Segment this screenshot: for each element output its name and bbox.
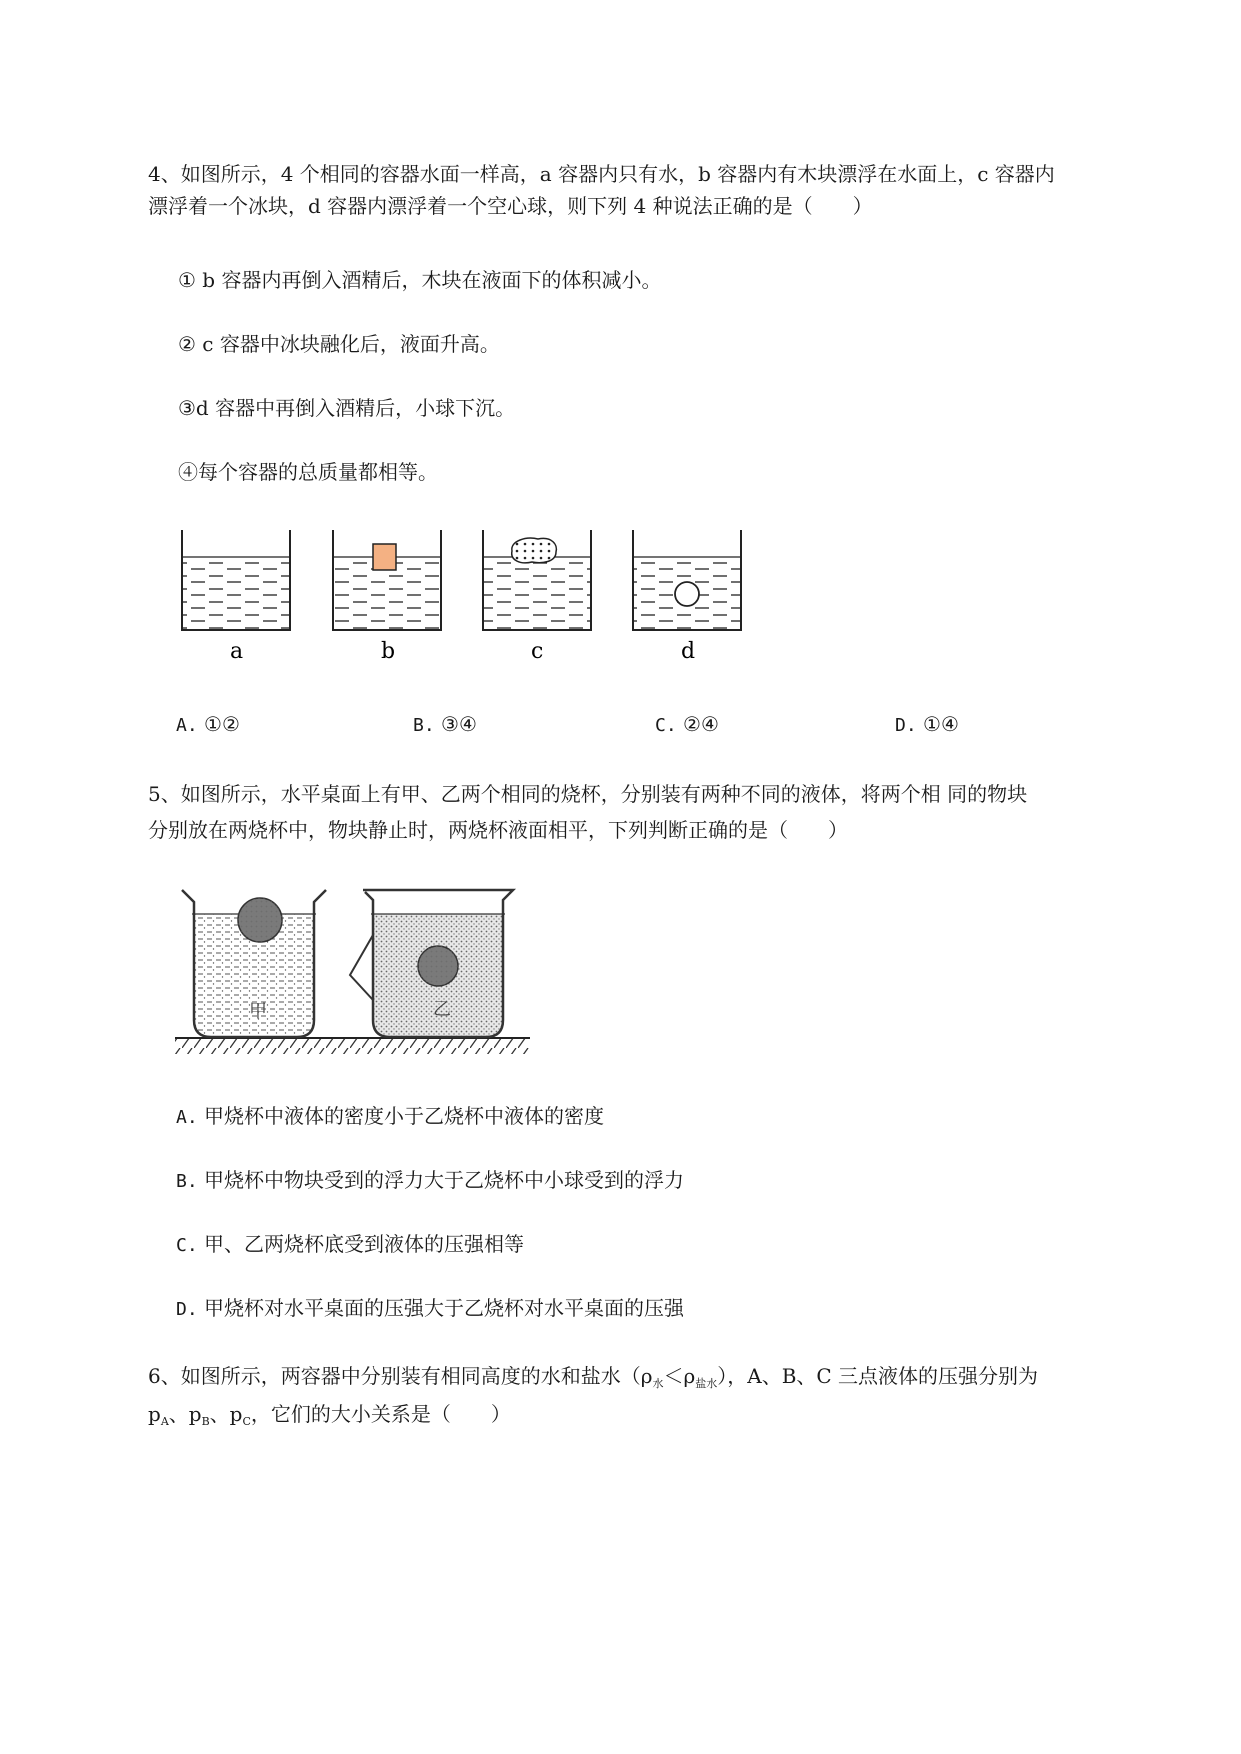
q5-stem-line1: 5、如图所示，水平桌面上有甲、乙两个相同的烧杯，分别装有两种不同的液体，将两个相 同的物块 bbox=[148, 782, 1028, 806]
pressure-symbol: p bbox=[148, 1402, 161, 1426]
option-text: ③④ bbox=[441, 712, 477, 736]
q6-stem-part: ），A、B、C 三点液体的压强分别为 bbox=[717, 1364, 1039, 1388]
q5-stem-line2: 分别放在两烧杯中，物块静止时，两烧杯液面相平，下列判断正确的是（ ） bbox=[148, 818, 848, 842]
q4-statement-1: ① b 容器内再倒入酒精后，木块在液面下的体积减小。 bbox=[178, 268, 662, 292]
option-text: 甲烧杯对水平桌面的压强大于乙烧杯对水平桌面的压强 bbox=[204, 1296, 685, 1320]
q6-stem-line1 bbox=[148, 1360, 1038, 1391]
pressure-subscript-a: A bbox=[160, 1415, 169, 1428]
q4-statement-3: ③d 容器中再倒入酒精后，小球下沉。 bbox=[178, 396, 516, 420]
q4-option-a[interactable] bbox=[176, 712, 240, 736]
label-a: a bbox=[230, 639, 244, 664]
option-letter: C. bbox=[176, 1235, 198, 1256]
q6-stem-line2 bbox=[148, 1398, 511, 1428]
container-d bbox=[633, 530, 741, 630]
label-yi: 乙 bbox=[433, 999, 451, 1020]
option-letter: B. bbox=[413, 715, 435, 736]
pressure-subscript-b: B bbox=[201, 1415, 210, 1428]
q4-containers-figure bbox=[170, 520, 760, 670]
q4-stem-line1: 4、如图所示，4 个相同的容器水面一样高，a 容器内只有水，b 容器内有木块漂浮在水面上，c 容器内 bbox=[148, 162, 1055, 186]
container-c bbox=[483, 530, 591, 630]
option-letter: A. bbox=[176, 715, 198, 736]
rho-water-subscript: 水 bbox=[652, 1377, 664, 1390]
container-b bbox=[333, 530, 441, 630]
q4-stem-line2: 漂浮着一个冰块，d 容器内漂浮着一个空心球，则下列 4 种说法正确的是（ ） bbox=[148, 194, 873, 218]
option-letter: A. bbox=[176, 1107, 198, 1128]
q4-statement-2: ② c 容器中冰块融化后，液面升高。 bbox=[178, 332, 500, 356]
pressure-subscript-c: C bbox=[242, 1415, 251, 1428]
q4-statement-4: ④每个容器的总质量都相等。 bbox=[178, 460, 438, 484]
option-letter: C. bbox=[655, 715, 677, 736]
label-jia: 甲 bbox=[249, 1001, 267, 1022]
pressure-symbol: p bbox=[188, 1402, 202, 1426]
table-surface-hatch bbox=[175, 1038, 530, 1054]
q4-option-d[interactable] bbox=[895, 712, 959, 736]
option-text: 甲、乙两烧杯底受到液体的压强相等 bbox=[204, 1232, 525, 1256]
rho-saltwater-subscript: 盐水 bbox=[695, 1377, 718, 1390]
q5-option-c[interactable] bbox=[176, 1228, 524, 1257]
wood-block bbox=[373, 544, 396, 570]
container-a bbox=[182, 530, 290, 630]
beaker-yi bbox=[350, 890, 513, 1037]
option-text: 甲烧杯中液体的密度小于乙烧杯中液体的密度 bbox=[204, 1104, 605, 1128]
separator: 、 bbox=[209, 1402, 230, 1426]
option-letter: D. bbox=[895, 715, 917, 736]
q5-option-b[interactable] bbox=[176, 1164, 684, 1193]
q5-beakers-figure bbox=[170, 880, 540, 1060]
option-text: 甲烧杯中物块受到的浮力大于乙烧杯中小球受到的浮力 bbox=[204, 1168, 685, 1192]
option-letter: D. bbox=[176, 1299, 198, 1320]
option-letter: B. bbox=[176, 1171, 198, 1192]
q6-stem-part: 6、如图所示，两容器中分别装有相同高度的水和盐水（ρ bbox=[148, 1364, 653, 1388]
label-d: d bbox=[681, 639, 696, 664]
q5-option-d[interactable] bbox=[176, 1292, 684, 1321]
pressure-symbol: p bbox=[229, 1402, 243, 1426]
q5-option-a[interactable] bbox=[176, 1100, 604, 1129]
q4-option-c[interactable] bbox=[655, 712, 719, 736]
option-text: ①④ bbox=[923, 712, 959, 736]
option-text: ②④ bbox=[683, 712, 719, 736]
beaker-jia bbox=[182, 890, 326, 1037]
q4-option-b[interactable] bbox=[413, 712, 477, 736]
q6-stem-part: ，它们的大小关系是（ ） bbox=[250, 1402, 511, 1426]
label-c: c bbox=[531, 639, 544, 664]
label-b: b bbox=[381, 639, 396, 664]
separator: 、 bbox=[168, 1402, 189, 1426]
option-text: ①② bbox=[204, 712, 240, 736]
hollow-ball bbox=[675, 582, 699, 606]
q6-stem-part: ＜ρ bbox=[663, 1364, 696, 1388]
